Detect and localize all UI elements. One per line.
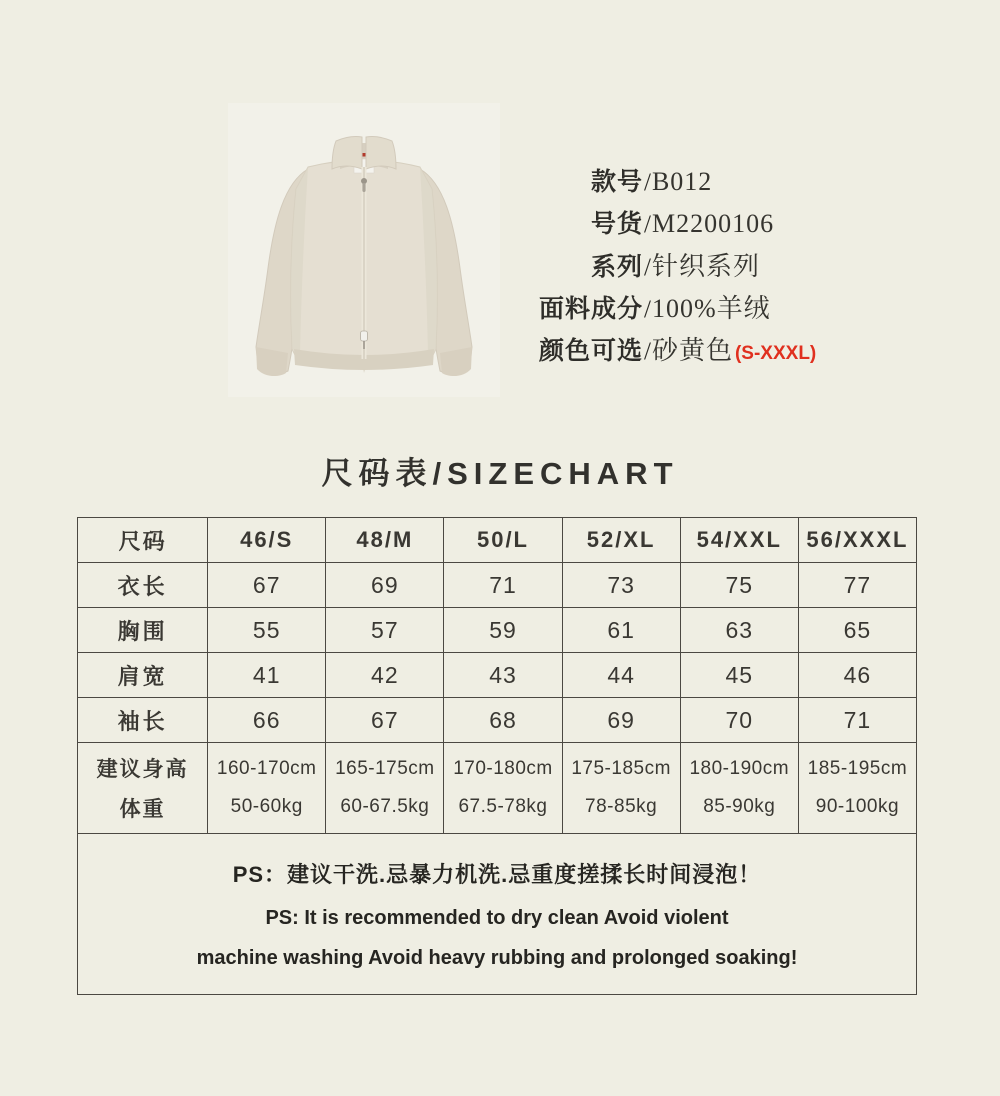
- slash: /: [644, 254, 651, 281]
- cell-value: 66: [208, 698, 326, 743]
- cell-height-weight: [798, 743, 916, 834]
- header-size-xxl: 54/XXL: [680, 518, 798, 563]
- info-label: 面料成分: [538, 295, 643, 323]
- cell-value: 55: [208, 608, 326, 653]
- table-row-chest: [78, 608, 917, 653]
- info-value: M2200106: [651, 209, 775, 238]
- info-value: B012: [651, 167, 713, 196]
- cell-value: 57: [326, 608, 444, 653]
- info-line-item-no: [500, 204, 860, 246]
- height-label: 建议身高: [96, 758, 189, 781]
- row-label: 胸围: [78, 608, 208, 653]
- cell-value: 46: [798, 653, 916, 698]
- weight-range: 90-100kg: [815, 795, 900, 817]
- header-size-l: 50/L: [444, 518, 562, 563]
- cell-height-weight: [326, 743, 444, 834]
- header-size-xl: 52/XL: [562, 518, 680, 563]
- cell-value: 41: [208, 653, 326, 698]
- cell-value: 67: [326, 698, 444, 743]
- weight-range: 78-85kg: [585, 795, 658, 817]
- info-label: 颜色可选: [538, 337, 643, 365]
- cell-value: 42: [326, 653, 444, 698]
- info-line-fabric: [500, 288, 860, 330]
- cell-value: 75: [680, 563, 798, 608]
- cell-value: 67: [208, 563, 326, 608]
- cell-value: 44: [562, 653, 680, 698]
- cell-height-weight: [562, 743, 680, 834]
- height-range: 185-195cm: [807, 758, 908, 780]
- info-value: 针织系列: [651, 252, 760, 281]
- cell-value: 69: [326, 563, 444, 608]
- cell-value: 65: [798, 608, 916, 653]
- info-line-style-no: [500, 162, 860, 204]
- table-row-height-weight: [78, 743, 917, 834]
- care-note-english-line1: PS: It is recommended to dry clean Avoid violent: [265, 906, 729, 929]
- size-chart-table: [77, 517, 917, 995]
- table-row-length: [78, 563, 917, 608]
- cell-height-weight: [444, 743, 562, 834]
- size-range-note: (S-XXXL): [734, 343, 817, 364]
- header-size-m: 48/M: [326, 518, 444, 563]
- height-range: 160-170cm: [216, 758, 317, 780]
- weight-range: 85-90kg: [703, 795, 776, 817]
- info-value: 100%羊绒: [651, 294, 771, 323]
- cell-value: 77: [798, 563, 916, 608]
- zipper-slider-bottom: [361, 331, 368, 341]
- height-range: 170-180cm: [453, 758, 553, 780]
- care-notes-cell: [78, 834, 917, 995]
- cell-value: 68: [444, 698, 562, 743]
- care-note-english-line2: machine washing Avoid heavy rubbing and prolonged soaking!: [196, 947, 798, 970]
- table-row-sleeve: [78, 698, 917, 743]
- header-size-xxxl: 56/XXXL: [798, 518, 916, 563]
- height-range: 180-190cm: [689, 758, 790, 780]
- size-chart-title: 尺码表/SIZECHART: [321, 456, 679, 491]
- slash: /: [644, 296, 651, 323]
- info-value: 砂黄色: [651, 336, 733, 365]
- slash: /: [644, 338, 651, 365]
- cell-height-weight: [208, 743, 326, 834]
- cell-value: 61: [562, 608, 680, 653]
- cell-value: 45: [680, 653, 798, 698]
- cell-value: 43: [444, 653, 562, 698]
- slash: /: [644, 211, 651, 238]
- cell-value: 73: [562, 563, 680, 608]
- table-row-shoulder: [78, 653, 917, 698]
- product-photo: [228, 103, 500, 397]
- height-range: 175-185cm: [571, 758, 671, 780]
- table-header-row: [78, 518, 917, 563]
- slash: /: [644, 169, 651, 196]
- cell-height-weight: [680, 743, 798, 834]
- info-line-color: [500, 330, 860, 372]
- header-size-s: 46/S: [208, 518, 326, 563]
- info-label: 号货: [590, 210, 643, 238]
- row-label: 袖长: [78, 698, 208, 743]
- row-label: 肩宽: [78, 653, 208, 698]
- care-note-chinese: PS：建议干洗.忌暴力机洗.忌重度搓揉长时间浸泡！: [232, 861, 762, 887]
- info-line-series: [500, 246, 860, 288]
- cell-value: 59: [444, 608, 562, 653]
- header-size-label: 尺码: [78, 518, 208, 563]
- table-row-care-notes: [78, 834, 917, 995]
- cell-value: 63: [680, 608, 798, 653]
- cell-value: 71: [444, 563, 562, 608]
- product-info: [500, 162, 860, 372]
- info-label: 系列: [590, 253, 643, 281]
- cardigan-illustration: [228, 103, 500, 397]
- weight-range: 67.5-78kg: [458, 795, 548, 817]
- weight-label: 体重: [119, 798, 166, 821]
- info-label: 款号: [590, 168, 643, 196]
- weight-range: 60-67.5kg: [340, 795, 430, 817]
- weight-range: 50-60kg: [230, 795, 303, 817]
- cell-value: 71: [798, 698, 916, 743]
- cell-value: 70: [680, 698, 798, 743]
- row-label-height-weight: [78, 743, 208, 834]
- cell-value: 69: [562, 698, 680, 743]
- row-label: 衣长: [78, 563, 208, 608]
- height-range: 165-175cm: [335, 758, 435, 780]
